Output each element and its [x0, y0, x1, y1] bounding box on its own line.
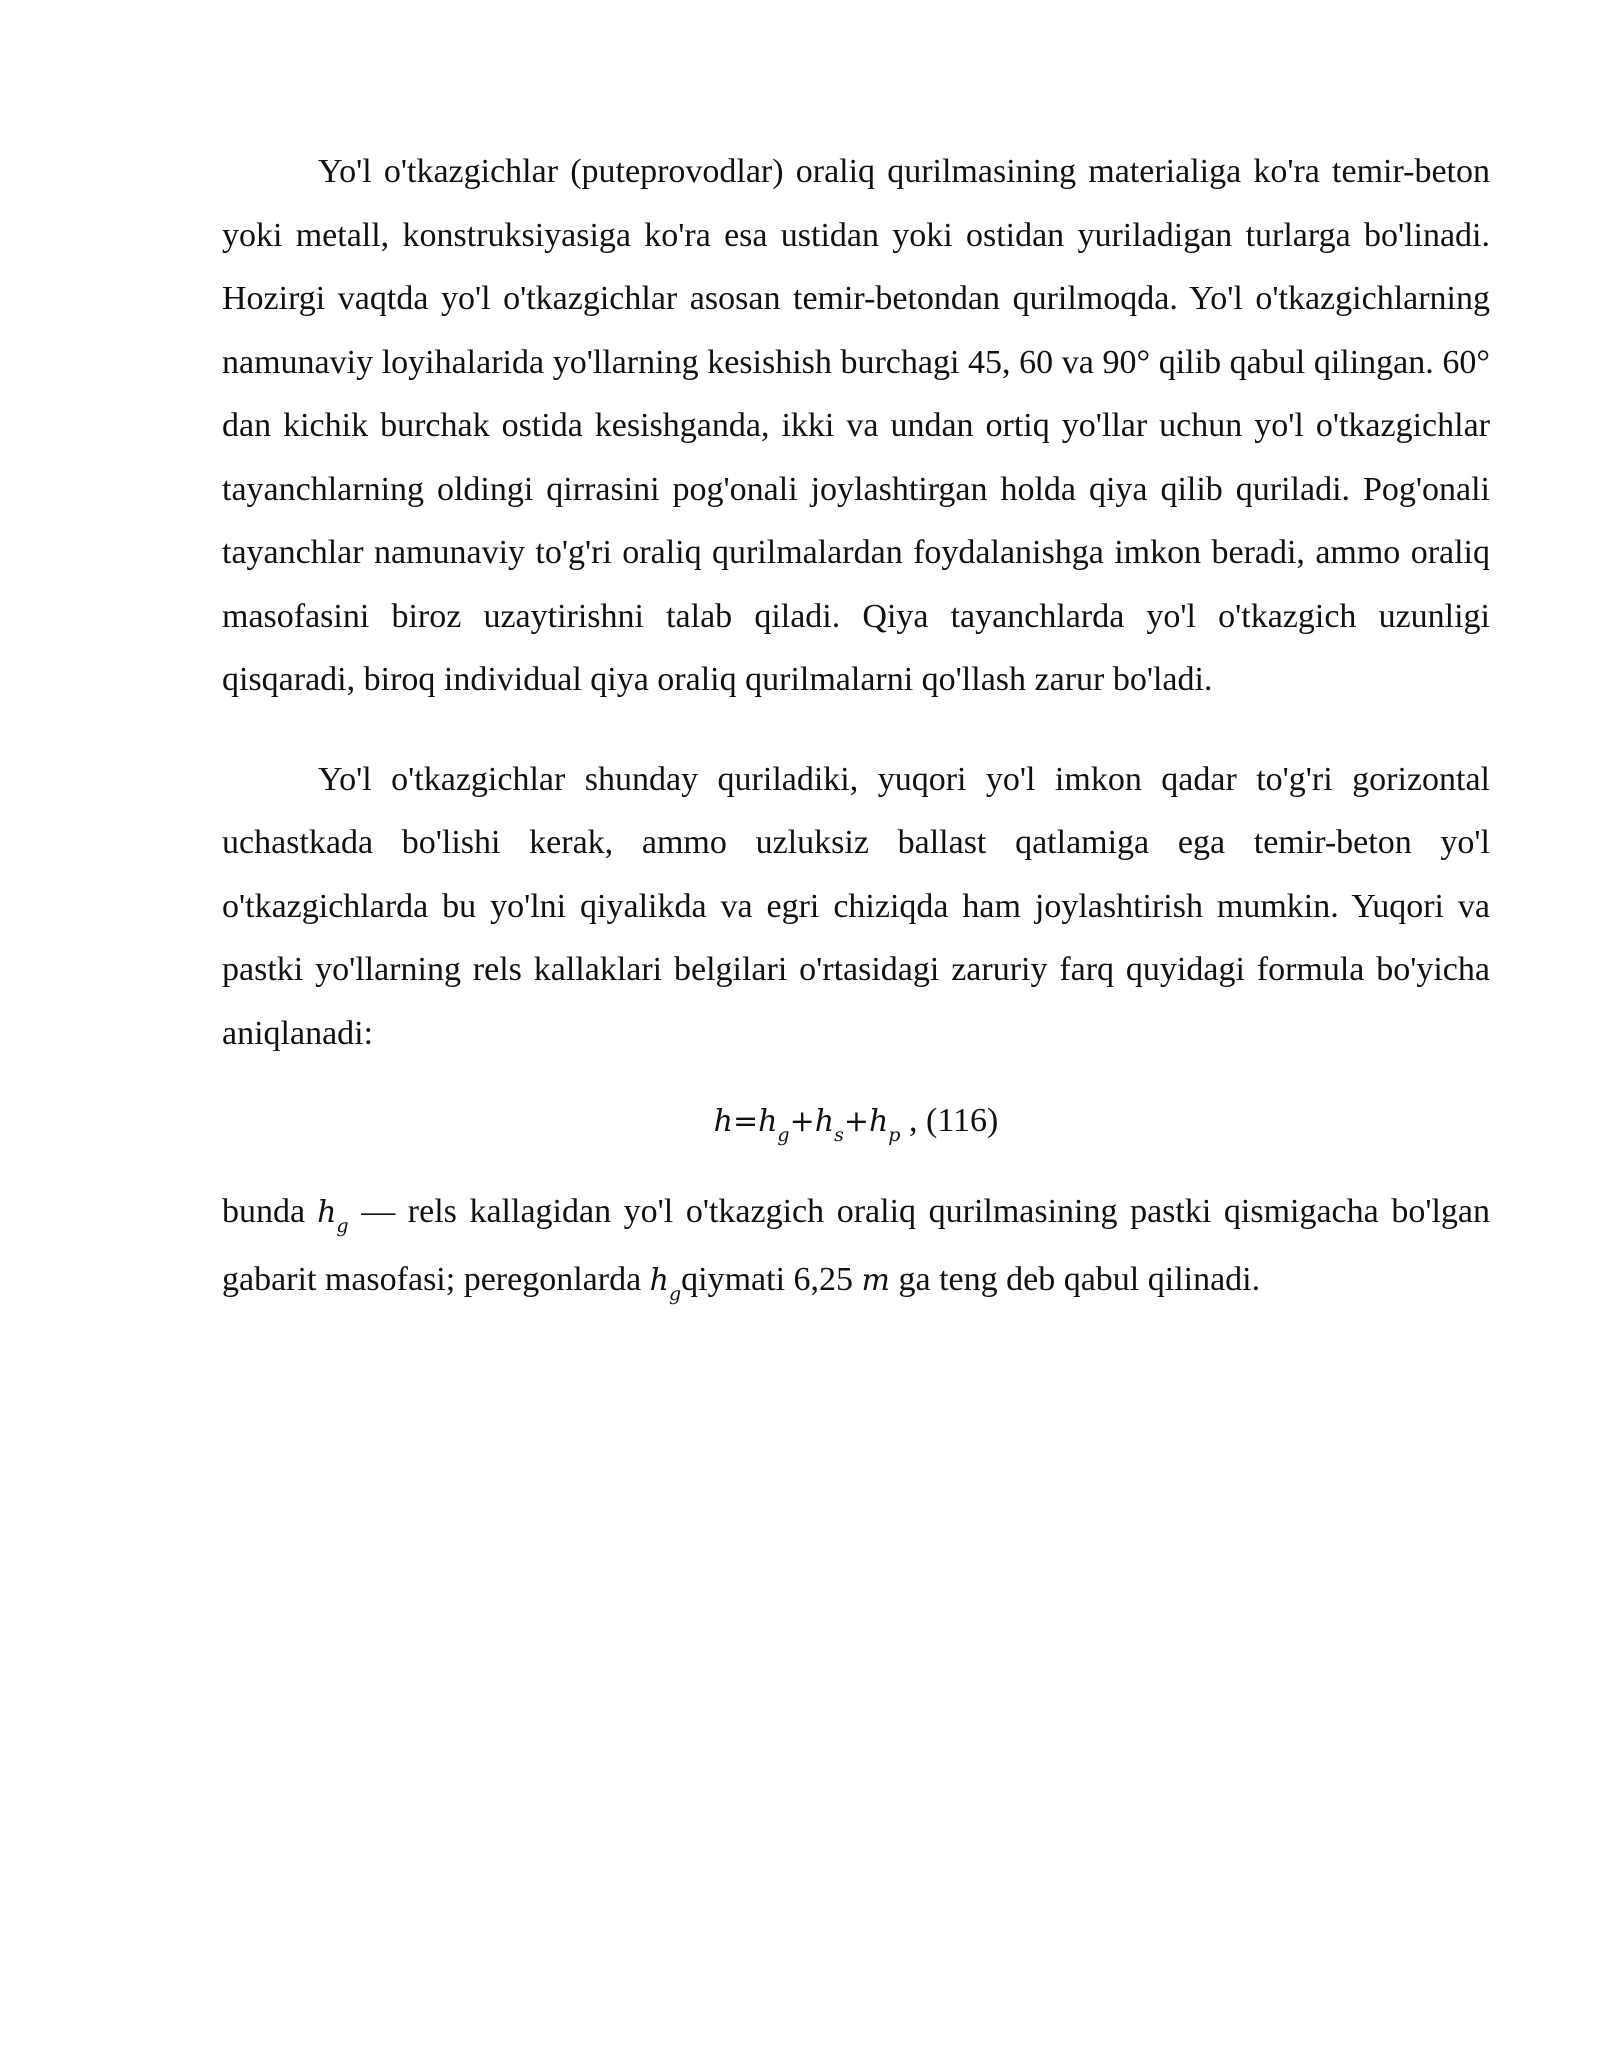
- explanation-unit: m: [861, 1263, 890, 1298]
- explanation-symbol-subscript: g: [336, 1214, 349, 1237]
- explanation-symbol-2-subscript: g: [668, 1283, 682, 1305]
- formula-number: , (116): [908, 1102, 999, 1139]
- formula-lhs: h: [713, 1104, 733, 1139]
- paragraph-explanation: [222, 1180, 1490, 1317]
- formula-term-3: h: [868, 1104, 889, 1139]
- paragraph-rail-height-difference: Yo'l o'tkazgichlar shunday quriladiki, yuqori yo'l imkon qadar to'g'ri gorizontal uchastkada bo'lishi kerak, ammo uzluksiz ballast qatlamiga ega temir-beton yo'l o'tkazgichlarda bu yo'lni qiyalikda va egri chiziqda ham joylashtirish mumkin. Yuqori va pastki yo'llarning rels kallaklari belgilari o'rtasidagi zaruriy farq quyidagi formula bo'yicha aniqlanadi:: [222, 760, 1490, 1052]
- formula-116: [222, 1089, 1490, 1158]
- formula-term-1: h: [758, 1104, 778, 1139]
- explanation-symbol-2: h: [649, 1263, 669, 1298]
- explanation-text-3: ga teng deb qabul qilinadi.: [898, 1261, 1261, 1298]
- paragraph-overpass-types: Yo'l o'tkazgichlar (puteprovodlar) oraliq qurilmasining materialiga ko'ra temir-beton yoki metall, konstruksiyasiga ko'ra esa ustidan yoki ostidan yuriladigan turlarga bo'linadi. Hozirgi vaqtda yo'l o'tkazgichlar asosan temir-betondan qurilmoqda. Yo'l o'tkazgichlarning namunaviy loyihalarida yo'llarning kesishish burchagi 45, 60 va 90° qilib qabul qilingan. 60° dan kichik burchak ostida kesishganda, ikki va undan ortiq yo'llar uchun yo'l o'tkazgichlar tayanchlarning oldingi qirrasini pog'onali joylashtirgan holda qiya qilib quriladi. Pog'onali tayanchlar namunaviy to'g'ri oraliq qurilmalardan foydalanishga imkon beradi, ammo oraliq masofasini biroz uzaytirishni talab qiladi. Qiya tayanchlarda yo'l o'tkazgich uzunligi qisqaradi, biroq individual qiya oraliq qurilmalarni qo'llash zarur bo'ladi.: [222, 153, 1490, 698]
- formula-term-1-subscript: g: [777, 1124, 790, 1146]
- explanation-text-2: qiymati 6,25: [681, 1261, 854, 1298]
- formula-term-2-subscript: s: [834, 1124, 844, 1146]
- document-page: [222, 140, 1490, 1317]
- explanation-bunda: bunda: [222, 1192, 306, 1230]
- explanation-text-1: — rels kallagidan yo'l o'tkazgich oraliq qurilmasining pastki qismigacha bo'lgan gabarit masofasi; peregonlarda: [222, 1192, 1490, 1298]
- formula-equals: =: [732, 1104, 759, 1139]
- explanation-symbol: h: [317, 1194, 337, 1230]
- formula-term-3-subscript: p: [888, 1124, 901, 1146]
- formula-term-2: h: [814, 1104, 835, 1139]
- formula-plus-2: +: [843, 1104, 869, 1139]
- formula-plus-1: +: [789, 1104, 815, 1139]
